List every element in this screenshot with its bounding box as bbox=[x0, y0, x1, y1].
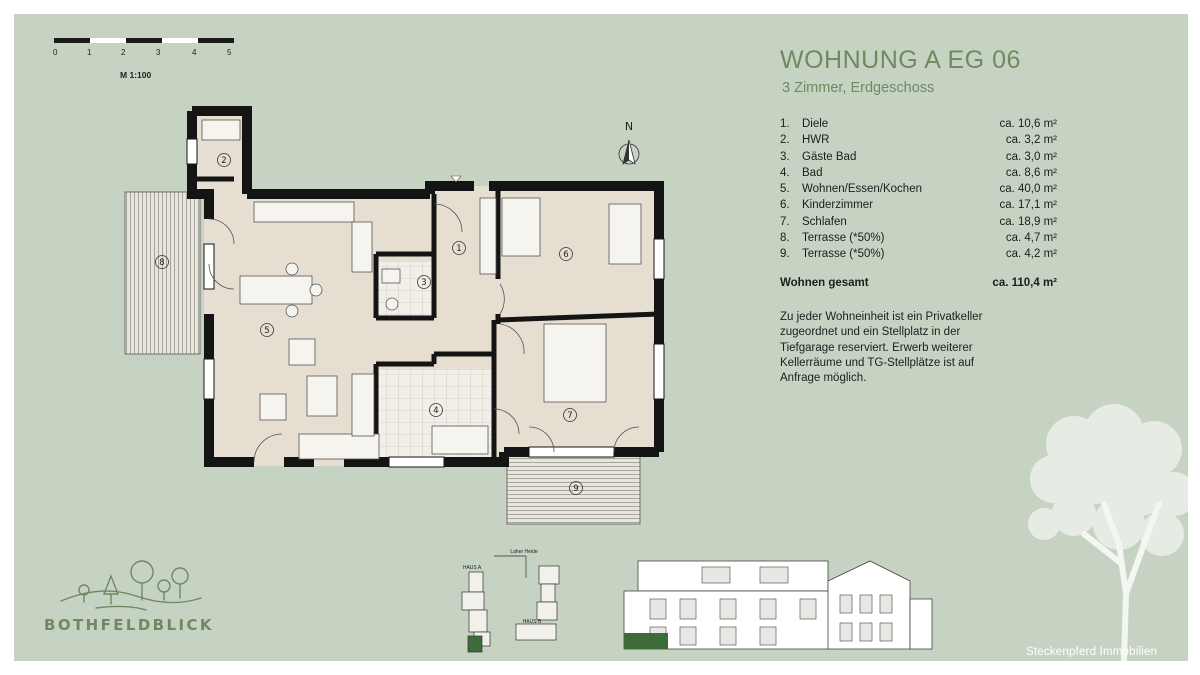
apartment-subtitle: 3 Zimmer, Erdgeschoss bbox=[782, 80, 935, 96]
room-row bbox=[780, 132, 1057, 148]
tree-illustration bbox=[1014, 394, 1188, 661]
total-area: ca. 110,4 m² bbox=[992, 277, 1057, 289]
room-name: Schlafen bbox=[802, 215, 847, 228]
room-area: ca. 10,6 m² bbox=[999, 118, 1057, 130]
room-name: Gäste Bad bbox=[802, 150, 857, 163]
building-elevation bbox=[610, 559, 940, 659]
total-row bbox=[780, 277, 1057, 289]
room-row bbox=[780, 116, 1057, 132]
site-haus-a-label: HAUS A bbox=[462, 565, 482, 571]
scale-tick: 2 bbox=[121, 48, 126, 57]
room-area: ca. 3,0 m² bbox=[1005, 150, 1057, 163]
room-marker: 3 bbox=[421, 278, 427, 288]
room-number: 8. bbox=[780, 232, 790, 245]
expose-panel bbox=[14, 14, 1188, 661]
scale-label: M 1:100 bbox=[120, 70, 152, 80]
elevation-highlight bbox=[624, 633, 646, 649]
site-haus-b-label: HAUS B bbox=[522, 619, 542, 625]
watermark: Steckenpferd Immobilien bbox=[1026, 646, 1158, 658]
site-street-label: Laher Heide bbox=[510, 549, 538, 555]
room-row bbox=[780, 149, 1057, 165]
room-area: ca. 17,1 m² bbox=[999, 199, 1057, 212]
room-area: ca. 8,6 m² bbox=[1005, 166, 1057, 179]
room-row bbox=[780, 197, 1057, 213]
room-marker: 9 bbox=[573, 484, 579, 494]
room-number: 7. bbox=[780, 215, 790, 228]
room-marker: 7 bbox=[567, 411, 573, 421]
room-area: ca. 18,9 m² bbox=[999, 215, 1057, 228]
scale-tick: 5 bbox=[227, 48, 232, 57]
room-row bbox=[780, 230, 1057, 246]
room-number: 2. bbox=[780, 134, 790, 147]
terrace-west bbox=[125, 192, 200, 354]
room-number: 9. bbox=[780, 248, 790, 261]
room-row bbox=[780, 246, 1057, 262]
floor-plan bbox=[14, 14, 774, 534]
room-row bbox=[780, 181, 1057, 197]
room-marker: 2 bbox=[221, 156, 227, 166]
scale-tick: 3 bbox=[156, 48, 161, 57]
site-plan bbox=[444, 544, 574, 654]
room-area: ca. 40,0 m² bbox=[999, 183, 1057, 196]
room-number: 1. bbox=[780, 118, 790, 130]
site-plan-highlight bbox=[468, 636, 482, 652]
room-marker: 1 bbox=[456, 244, 462, 254]
room-marker: 8 bbox=[159, 258, 165, 268]
room-number: 4. bbox=[780, 166, 790, 179]
room-name: HWR bbox=[802, 134, 830, 147]
room-list bbox=[780, 116, 1057, 263]
room-area: ca. 4,7 m² bbox=[1005, 232, 1057, 245]
north-arrow-icon bbox=[619, 140, 639, 164]
room-row bbox=[780, 214, 1057, 230]
room-name: Diele bbox=[802, 118, 829, 130]
room-name: Kinderzimmer bbox=[802, 199, 873, 212]
room-number: 6. bbox=[780, 199, 790, 212]
scale-tick: 1 bbox=[87, 48, 92, 57]
logo-wordmark: BOTHFELDBLICK bbox=[44, 616, 214, 634]
room-area: ca. 3,2 m² bbox=[1005, 134, 1057, 147]
room-area: ca. 4,2 m² bbox=[1005, 248, 1057, 261]
room-marker: 5 bbox=[264, 326, 270, 336]
ownership-note: Zu jeder Wohneinheit ist ein Privatkeller zugeordnet und ein Stellplatz in der Tiefgarage reserviert. Erwerb weiterer Kellerräume und TG-Stellplätze ist auf Anfrage möglich. bbox=[780, 311, 983, 385]
room-marker: 4 bbox=[433, 406, 439, 416]
room-name: Terrasse (*50%) bbox=[802, 232, 885, 245]
room-name: Terrasse (*50%) bbox=[802, 248, 885, 261]
room-number: 3. bbox=[780, 150, 790, 163]
total-label: Wohnen gesamt bbox=[780, 277, 869, 289]
room-number: 5. bbox=[780, 183, 790, 196]
scale-tick: 4 bbox=[192, 48, 197, 57]
room-name: Bad bbox=[802, 166, 823, 179]
room-row bbox=[780, 165, 1057, 181]
bothfeldblick-logo-icon bbox=[56, 546, 206, 616]
apartment-title: WOHNUNG A EG 06 bbox=[780, 46, 1021, 74]
north-label: N bbox=[624, 120, 634, 133]
room-marker: 6 bbox=[563, 250, 569, 260]
room-name: Wohnen/Essen/Kochen bbox=[802, 183, 922, 196]
scale-tick: 0 bbox=[53, 48, 58, 57]
